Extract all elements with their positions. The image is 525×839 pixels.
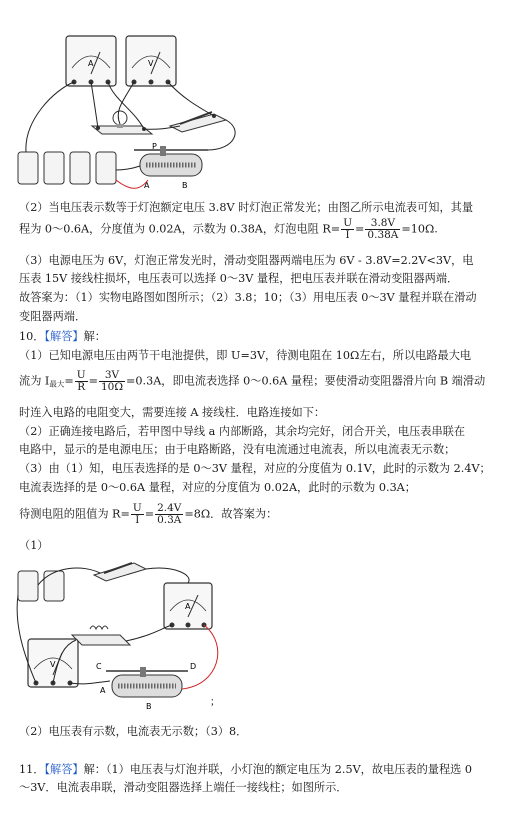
solution-line: （2）当电压表示数等于灯泡额定电压 3.8V 时灯泡正常发光；由图乙所示电流表可知，其量 (19, 201, 474, 214)
voltmeter-label: V (148, 59, 154, 68)
solution-line: （3）电源电压为 6V，灯泡正常发光时，滑动变阻器两端电压为 6V - 3.8V=2.2V<3V，电 (19, 254, 474, 267)
switch (94, 563, 146, 581)
voltmeter-meter (126, 36, 176, 86)
answer-tag: 【解答】 (44, 763, 84, 776)
figure-circuit-1 (14, 30, 264, 195)
solution-line: 电路中，显示的是电源电压；由于电路断路，没有电流通过电流表，所以电流表无示数； (19, 443, 456, 456)
slider-label-p: P (152, 142, 157, 151)
resistor (72, 626, 130, 645)
fraction: $\frac{U}{R}$ (76, 369, 86, 393)
solution-line: （1）已知电源电压由两节干电池提供，即 U=3V，待测电阻在 10Ω左右，所以电路最大电 (19, 349, 472, 362)
rheostat (96, 662, 196, 711)
solution-line: ～3V．电流表串联，滑动变阻器选择上端任一接线柱；如图所示． (19, 781, 348, 794)
batteries (18, 571, 64, 601)
batteries (18, 152, 116, 184)
voltmeter-meter (28, 639, 78, 687)
terminal-label-b: B (146, 702, 152, 711)
fraction: $\frac{3V}{10\Omega}$ (100, 369, 124, 393)
fraction: $\frac{2.4V}{0.3A}$ (157, 502, 182, 526)
figure-circuit-2 (14, 555, 254, 715)
question-header-11: 11．【解答】解：（1）电压表与灯泡并联，小灯泡的额定电压为 2.5V，故电压表的量程选 0 (19, 763, 473, 776)
red-wire (182, 625, 218, 689)
ammeter-meter (164, 583, 212, 629)
ammeter-label: A (185, 602, 191, 611)
voltmeter-label: V (50, 660, 56, 669)
solution-line: 程为 0～0.6A，分度值为 0.02A，示数为 0.38A，灯泡电阻 R= $\frac{U}{I}$ = $\frac{3.8V}{0.38A}$ =10Ω. (19, 217, 438, 241)
solution-line: 时连入电路的电阻变大，需要连接 A 接线柱．电路连接如下： (19, 406, 326, 419)
ammeter-label: A (88, 59, 94, 68)
solution-line: 待测电阻的阻值为 R= $\frac{U}{I}$ = $\frac{2.4V}{0.3A}$ =8Ω．故答案为： (19, 502, 278, 526)
terminal-label-d: D (190, 662, 197, 671)
terminal-label-b: B (182, 181, 188, 190)
answer-line: 故答案为：（1）实物电路图如图所示；（2）3.8；10；（3）用电压表 0～3V 量程并联在滑动 (19, 291, 477, 304)
solution-line: 电流表选择的是 0～0.6A 量程，对应的分度值为 0.02A，此时的示数为 0.3A； (19, 481, 416, 494)
terminal-label-c: C (96, 662, 102, 671)
switch (170, 112, 226, 132)
solution-line: （3）由（1）知，电压表选择的是 0～3V 量程，对应的分度值为 0.1V，此时的示数为 2.4V； (19, 462, 491, 475)
solution-line: 流为 $I_{最大}=$ $\frac{U}{R}$ = $\frac{3V}{10\Omega}$ =0.3A，即电流表选择 0～0.6A 量程；要使滑动变阻器滑片向 B 端滑动 (19, 369, 486, 393)
solution-line: （2）正确连接电路后，若甲图中导线 a 内部断路，其余均完好，闭合开关，电压表串联在 (19, 425, 466, 438)
terminal-label-a: A (144, 181, 150, 190)
answer-tag: 【解答】 (44, 330, 84, 343)
question-header-10: 10．【解答】解： (19, 330, 106, 343)
answer-label: （1） (19, 539, 49, 552)
answer-line: （2）电压表有示数，电流表无示数；（3）8． (19, 725, 248, 738)
bulb-holder (92, 111, 152, 134)
solution-line: 压表 15V 接线柱损坏，电压表可以选择 0～3V 量程，把电压表并联在滑动变阻器两端． (19, 272, 459, 285)
fraction: $\frac{U}{I}$ (343, 217, 353, 241)
answer-line: 变阻器两端． (19, 310, 87, 323)
terminal-label-a: A (100, 686, 106, 695)
fraction: $\frac{U}{I}$ (132, 502, 142, 526)
fraction: $\frac{3.8V}{0.38A}$ (367, 217, 399, 241)
ammeter-meter (66, 36, 116, 86)
figure-semicolon: ； (210, 697, 220, 708)
